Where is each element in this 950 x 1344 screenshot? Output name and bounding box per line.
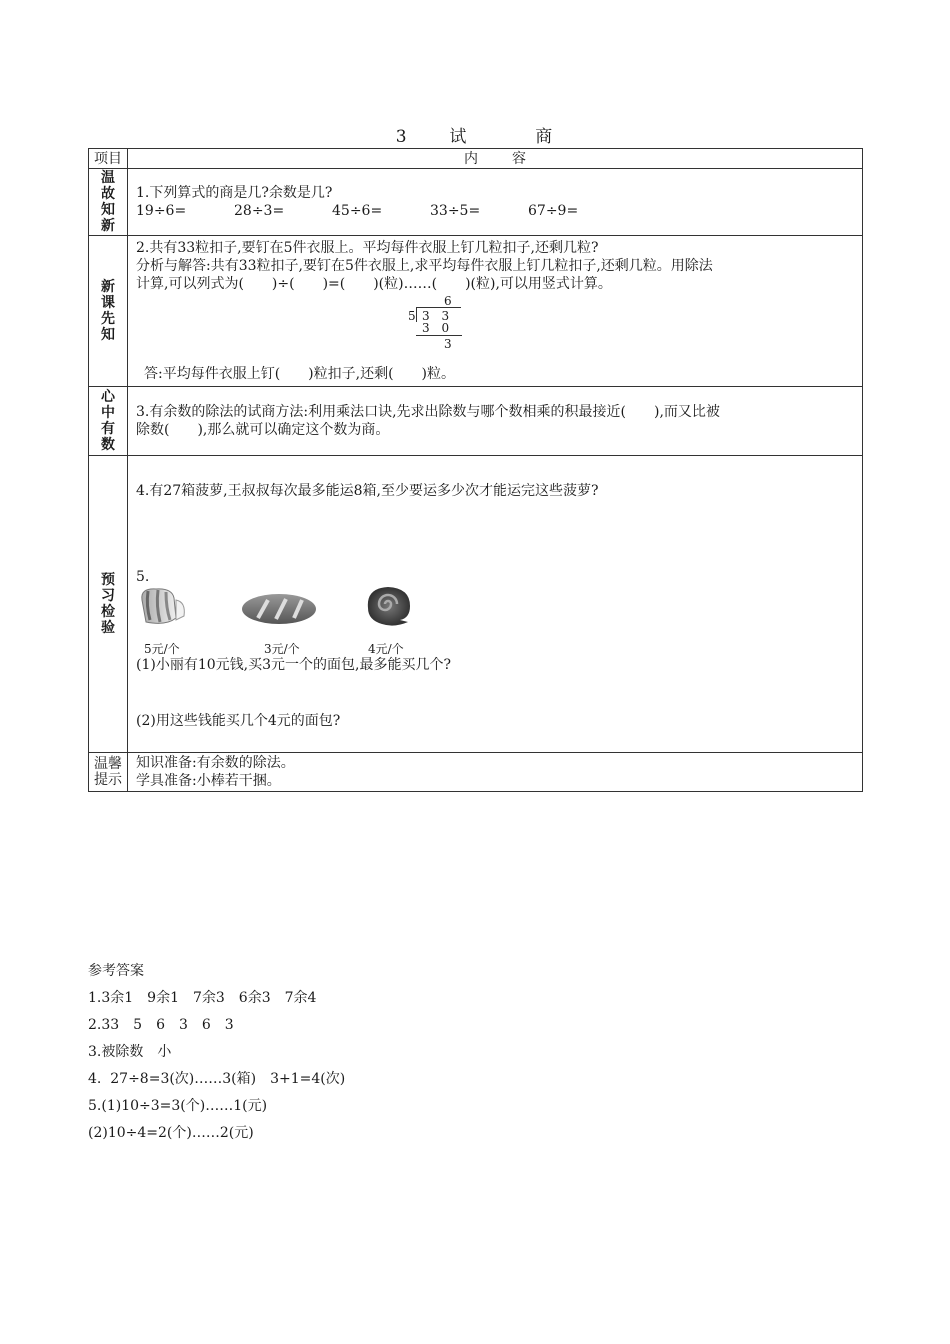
table-row-tips (89, 753, 863, 792)
row-label-text: 新课先知 (101, 279, 115, 343)
equation-item: 45÷6= (332, 203, 383, 219)
answer-line: (2)10÷4=2(个)……2(元) (88, 1125, 254, 1141)
sliced-bread-icon (136, 586, 188, 633)
worksheet-table (88, 148, 863, 792)
row-label-preview-check (89, 456, 128, 753)
answer-key-heading: 参考答案 (88, 963, 144, 979)
question-2: 2.共有33粒扣子,要钉在5件衣服上。平均每件衣服上钉几粒扣子,还剩几粒? (136, 240, 599, 256)
table-row-key-points (89, 387, 863, 456)
swirl-bun-icon (364, 584, 414, 633)
header-content-part2: 容 (512, 150, 526, 167)
row-label-tips (89, 753, 128, 792)
tip-knowledge: 知识准备:有余数的除法。 (136, 755, 295, 771)
equation-item: 19÷6= (136, 203, 187, 219)
table-header-row (89, 149, 863, 169)
row-label-key-points (89, 387, 128, 456)
equation-list (136, 202, 854, 220)
remainder: 3 (444, 337, 452, 351)
divisor: 5 (408, 309, 416, 323)
row-content-review (128, 169, 863, 236)
question-1: 1.下列算式的商是几?余数是几? (136, 185, 333, 201)
equation-item: 33÷5= (430, 203, 481, 219)
analysis-line-1: 分析与解答:共有33粒扣子,要钉在5件衣服上,求平均每件衣服上钉几粒扣子,还剩几粒。用除法 (136, 258, 713, 274)
long-division-area (136, 293, 854, 365)
row-label-new-lesson (89, 236, 128, 387)
bread-options (136, 586, 854, 656)
answer-line: 1.3余1 9余1 7余3 6余3 7余4 (88, 990, 317, 1006)
question-5-part-2: (2)用这些钱能买几个4元的面包? (136, 713, 341, 729)
worksheet-title (0, 122, 950, 147)
row-label-text: 心中有数 (101, 389, 115, 453)
row-label-text: 温故知新 (101, 170, 115, 234)
baguette-icon (240, 592, 318, 631)
question-5-part-1: (1)小丽有10元钱,买3元一个的面包,最多能买几个? (136, 657, 451, 673)
table-row-new-lesson (89, 236, 863, 387)
title-part2: 商 (535, 127, 555, 147)
method-line-2: 除数( ),那么就可以确定这个数为商。 (136, 422, 390, 438)
analysis-line-2: 计算,可以列式为( )÷( )=( )(粒)……( )(粒),可以用竖式计算。 (136, 276, 612, 292)
product: 3 0 (422, 321, 454, 335)
long-division (408, 295, 468, 365)
row-label-text: 预习检验 (101, 572, 115, 636)
title-number: 3 (395, 127, 409, 147)
price-label: 4元/个 (368, 642, 404, 656)
question-5-number: 5. (136, 569, 150, 585)
price-label: 5元/个 (144, 642, 180, 656)
question-4: 4.有27箱菠萝,王叔叔每次最多能运8箱,至少要运多少次才能运完这些菠萝? (136, 483, 599, 499)
row-content-tips (128, 753, 863, 792)
table-row-preview-check (89, 456, 863, 753)
table-row-review (89, 169, 863, 236)
method-line-1: 3.有余数的除法的试商方法:利用乘法口诀,先求出除数与哪个数相乘的积最接近( ),而又比被 (136, 404, 720, 420)
equation-item: 67÷9= (528, 203, 579, 219)
answer-line: 2.33 5 6 3 6 3 (88, 1017, 234, 1033)
quotient: 6 (444, 294, 452, 308)
row-content-new-lesson (128, 236, 863, 387)
row-content-preview-check (128, 456, 863, 753)
price-label: 3元/个 (264, 642, 300, 656)
title-part1: 试 (449, 127, 469, 147)
answer-line: 答:平均每件衣服上钉( )粒扣子,还剩( )粒。 (144, 366, 456, 382)
dividend: 3 3 (422, 309, 454, 323)
answer-line: 5.(1)10÷3=3(个)……1(元) (88, 1098, 268, 1114)
row-label-line-2: 提示 (94, 772, 122, 788)
subtraction-line (416, 335, 462, 336)
equation-item: 28÷3= (234, 203, 285, 219)
row-label-review (89, 169, 128, 236)
answer-line: 4. 27÷8=3(次)……3(箱) 3+1=4(次) (88, 1071, 346, 1087)
row-label-line-1: 温馨 (94, 756, 122, 772)
header-content-part1: 内 (464, 150, 478, 167)
answer-line: 3.被除数 小 (88, 1044, 172, 1060)
row-content-key-points (128, 387, 863, 456)
tip-tools: 学具准备:小棒若干捆。 (136, 773, 281, 789)
header-item-column: 项目 (89, 149, 128, 169)
header-content-column (128, 149, 863, 169)
answer-key (88, 958, 345, 1147)
